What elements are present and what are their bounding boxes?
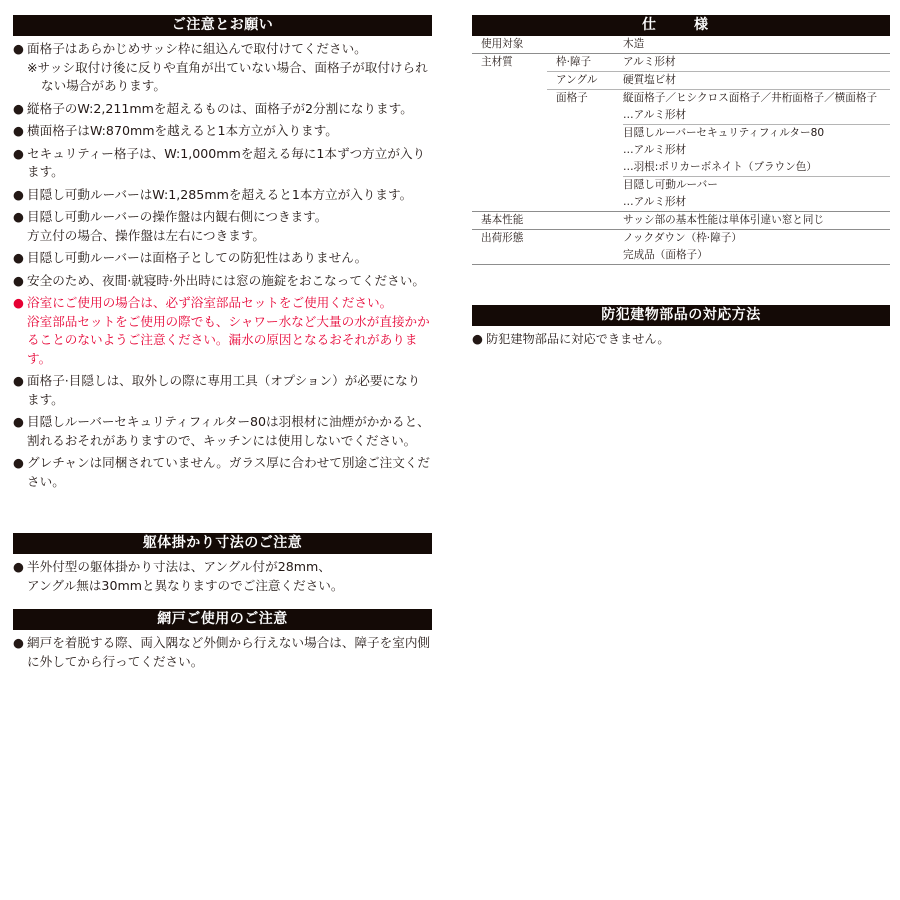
bullet-icon: ●	[13, 295, 24, 310]
bullet-icon: ●	[13, 455, 24, 470]
spec-header: 仕 様	[472, 15, 890, 36]
spec-row-material-angle	[472, 72, 890, 90]
bullet-icon: ●	[13, 123, 24, 138]
right-column	[472, 15, 890, 349]
crime-section	[472, 305, 890, 349]
spec-value: 硬質塩ビ材	[614, 72, 890, 90]
note-text: 面格子はあらかじめサッシ枠に組込んで取付けてください。	[27, 41, 367, 56]
note-text: 面格子·目隠しは、取外しの際に専用工具（オプション）が必要になります。	[27, 373, 421, 407]
bullet-icon: ●	[13, 209, 24, 224]
bullet-icon: ●	[13, 635, 24, 650]
left-column	[13, 15, 432, 671]
grille-group: 目隠しルーバーセキュリティフィルター80 …アルミ形材 …羽根:ポリカーボネイト（ブラウン色）	[623, 124, 890, 176]
bullet-icon: ●	[13, 272, 24, 288]
note-subtext: アングル無は30mmと異なりますのでご注意ください。	[27, 577, 344, 593]
note-item	[13, 186, 432, 205]
spec-value: サッシ部の基本性能は単体引違い窓と同じ	[614, 212, 890, 230]
spec-value: アルミ形材	[614, 54, 890, 72]
note-item	[13, 413, 432, 450]
frame-header: 躯体掛かり寸法のご注意	[13, 533, 432, 554]
spec-sublabel: 面格子	[547, 90, 614, 212]
note-text: 横面格子はW:870mmを越えると1本方立が入ります。	[27, 123, 338, 138]
bullet-icon: ●	[13, 414, 24, 429]
spec-label: 出荷形態	[472, 230, 614, 265]
note-text: 縦格子のW:2,211mmを超えるものは、面格子が2分割になります。	[27, 100, 413, 116]
bullet-icon: ●	[13, 145, 24, 161]
note-item	[13, 454, 432, 491]
note-text: 目隠し可動ルーバーはW:1,285mmを超えると1本方立が入ります。	[27, 186, 413, 202]
screen-header: 網戸ご使用のご注意	[13, 609, 432, 630]
spec-sublabel: 枠·障子	[547, 54, 614, 72]
warning-note-item	[13, 294, 432, 368]
note-item	[13, 208, 432, 245]
grille-group: 目隠し可動ルーバー …アルミ形材	[623, 176, 890, 211]
note-text: グレチャンは同梱されていません。ガラス厚に合わせて別途ご注文ください。	[27, 455, 430, 489]
spec-label: 主材質	[472, 54, 547, 72]
note-text: セキュリティー格子は、W:1,000mmを超える毎に1本ずつ方立が入ります。	[27, 145, 426, 179]
note-item	[472, 330, 890, 349]
bullet-icon: ●	[472, 331, 483, 346]
spec-label: 基本性能	[472, 212, 614, 230]
note-item	[13, 145, 432, 182]
note-text: 浴室にご使用の場合は、必ず浴室部品セットをご使用ください。	[27, 295, 393, 310]
note-item	[13, 40, 432, 96]
note-subtext: ※サッシ取付け後に反りや直角が出ていない場合、面格子が取付けられない場合があります。	[27, 59, 428, 93]
note-item	[13, 634, 432, 671]
note-item	[13, 249, 432, 268]
spec-row-usage	[472, 36, 890, 54]
note-item	[13, 558, 432, 595]
frame-section	[13, 533, 432, 595]
bullet-icon: ●	[13, 41, 24, 56]
note-item	[13, 372, 432, 409]
spec-label: 使用対象	[481, 38, 524, 50]
spec-table	[472, 36, 890, 265]
bullet-icon: ●	[13, 250, 24, 265]
spec-row-material-grille	[472, 90, 890, 212]
spec-sublabel: アングル	[547, 72, 614, 90]
bullet-icon: ●	[13, 100, 24, 116]
note-text: 目隠し可動ルーバーの操作盤は内観右側につきます。	[27, 209, 328, 224]
screen-section	[13, 609, 432, 671]
note-text: 安全のため、夜間·就寝時·外出時には窓の施錠をおこなってください。	[27, 272, 425, 288]
note-text: 目隠しルーバーセキュリティフィルター80は羽根材に油煙がかかると、割れるおそれがありますので、キッチンには使用しないでください。	[27, 414, 430, 448]
note-item	[13, 122, 432, 141]
spec-value: ノックダウン（枠·障子） 完成品（面格子）	[614, 230, 890, 265]
note-text: 目隠し可動ルーバーは面格子としての防犯性はありません。	[27, 250, 368, 265]
bullet-icon: ●	[13, 373, 24, 388]
spec-row-material-frame	[472, 54, 890, 72]
grille-group: 縦面格子／ヒシクロス面格子／井桁面格子／横面格子 …アルミ形材	[623, 92, 878, 121]
crime-header: 防犯建物部品の対応方法	[472, 305, 890, 326]
bullet-icon: ●	[13, 186, 24, 202]
note-item	[13, 100, 432, 119]
spec-grille-values	[614, 90, 890, 212]
notes-header: ご注意とお願い	[13, 15, 432, 36]
note-text: 網戸を着脱する際、両入隅など外側から行えない場合は、障子を室内側に外してから行ってください。	[27, 635, 430, 669]
bullet-icon: ●	[13, 559, 24, 574]
note-text: 防犯建物部品に対応できません。	[486, 332, 670, 346]
spec-row-shipping	[472, 230, 890, 265]
spec-value: 木造	[623, 38, 645, 50]
spec-row-performance	[472, 212, 890, 230]
note-subtext: 方立付の場合、操作盤は左右につきます。	[27, 227, 266, 243]
note-item	[13, 272, 432, 291]
note-text: 半外付型の躯体掛かり寸法は、アングル付が28mm、	[27, 559, 331, 574]
note-subtext: 浴室部品セットをご使用の際でも、シャワー水など大量の水が直接かかることのないようご注意ください。漏水の原因となるおそれがあります。	[27, 313, 430, 366]
